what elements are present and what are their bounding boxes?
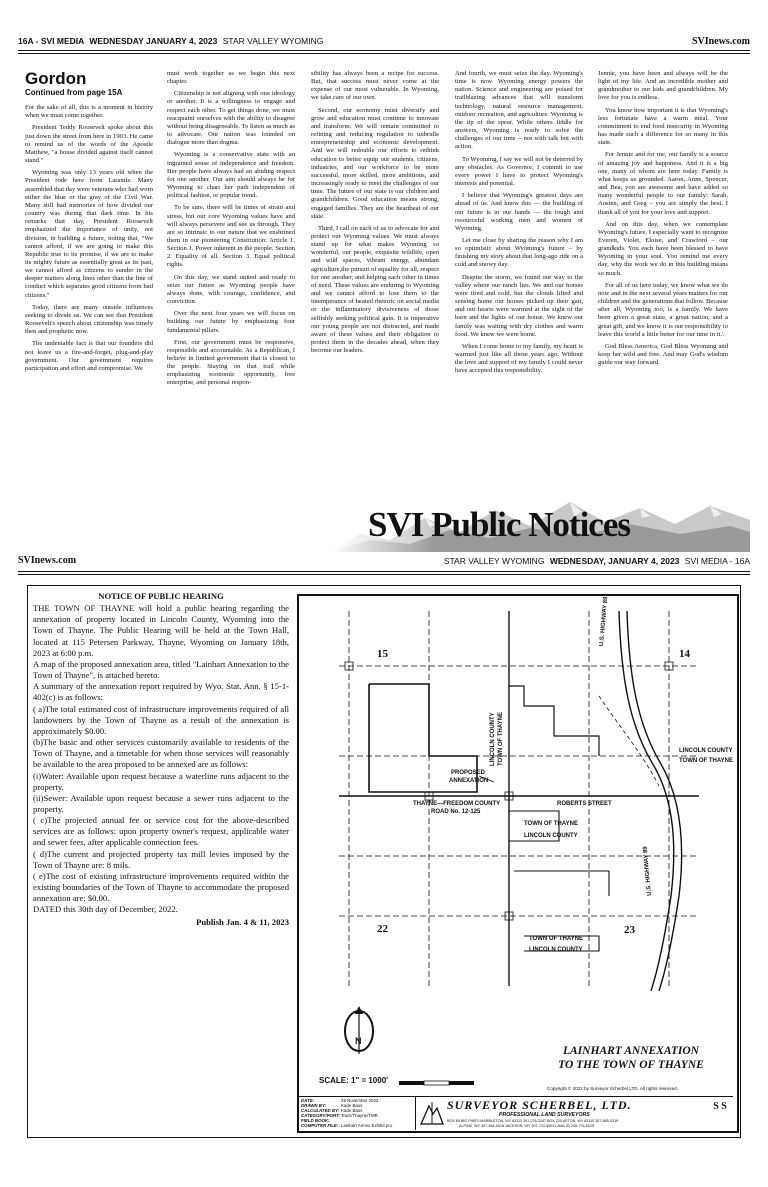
notice-paragraph: ( d)The current and projected property tax mill levies imposed by the Town of Thayne are: 8 mils. [33,848,289,870]
paragraph: God Bless America, God Bless Wyoming and keep her wild and free. And may God's wisdom guide our way forward. [598,342,728,367]
header-place: STAR VALLEY WYOMING [222,36,324,46]
north-arrow-icon [345,1006,373,1054]
article-title: Gordon [25,69,87,88]
title-block-divider [415,1097,416,1130]
paragraph: Citizenship is not aligning with one ideology or another. It is a willingness to engage and respect each other. To get things done, we must reacquaint ourselves with the ability to disagree without being disagreeable. To listen as much as to advocate. Our nation was founded on dialogue more than dogma. [167,90,295,147]
header-date: WEDNESDAY JANUARY 4, 2023 [89,36,218,46]
map-title-1: LAINHART ANNEXATION [562,1045,699,1057]
notice-paragraph: (b)The basic and other services customarily available to residents of the Town of Thayne, and a timetable for when those services will reasonably be available to the area proposed to be annexed are as follows: [33,737,289,770]
paragraph: The undeniable fact is that our founders did not leave us a fire-and-forget, plug-and-play government. Our government requires participation and effort and compromise. We [25,340,153,372]
second-header-page: SVI MEDIA - 16A [684,556,750,566]
public-notices-title: SVI Public Notices [368,505,630,544]
notice-paragraph: ( a)The total estimated cost of infrastructure improvements required of all landowners by the Town of Thayne as a result of the annexation is approximately $0.00. [33,703,289,736]
notice-text [33,591,289,928]
company-address: ALPINE, WY 307-654-9318 JACKSON, WY 307-733-5903 LAVA, ID 208-776-5229 [459,1124,595,1128]
boundary-label: TOWN OF THAYNE [529,936,584,942]
boundary-label: LINCOLN COUNTY TOWN OF THAYNE [490,711,504,766]
notice-title: NOTICE OF PUBLIC HEARING [98,591,224,601]
field-row: COMPUTER FILE: Lainhart Annex Exhibit.pro [301,1123,393,1129]
paragraph: To Wyoming, I say we will not be deterred by any obstacles. As Governor, I commit to use every power I have to protect Wyoming's interests and potential. [455,155,583,188]
paragraph: Let me close by sharing the reason why I am so optimistic about Wyoming's future – by finishing my story about that long-ago ride on a cold and snowy day. [455,236,583,269]
paragraph: Over the next four years we will focus on building our future by emphasizing four fundamental pillars. [167,310,295,334]
paragraph: For all of us here today, we know what we do now and in the next several years matters for our children and the generations that follow. Because after all, Wyoming too, is a family. We have been given a great state, a great nation, and a great gift, and we know it is our responsibility to leave this world a little better for our time in it.\ [598,281,728,338]
company-subtitle: PROFESSIONAL LAND SURVEYORS [499,1112,590,1118]
article-col-1 [25,70,153,377]
title-block-fields [301,1098,413,1129]
surveyor-logo-icon [419,1100,445,1126]
paragraph: Today, there are many outside influences seeking to divide us. We can see that President Roosevelt's speech about citizenship was timely then and prophetic now. [25,303,153,336]
paragraph: For the sake of all, this is a moment in history when we must come together. [25,104,153,120]
paragraph: Wyoming is a conservative state with an ingrained sense of independence and freedom. Her people have always had an abiding respect for one another. Our aim should always be for Wyoming to chart her path independent of political fashion, or popular trend. [167,151,295,200]
paragraph: To be sure, there will be times of strain and stress, but our core Wyoming values have and will always persevere and see us through. They are so intrinsic to our nature that we enshrined them in our pioneering Constitution: Article 1. Section 1. Power inherent in the people. Section 2. Equality of all. Section 3. Equal political rights. [167,204,295,269]
second-header-date: WEDNESDAY, JANUARY 4, 2023 [549,556,680,566]
header-site[interactable]: SVInews.com [691,36,750,47]
boundary-label: TOWN OF THAYNE [679,758,734,764]
article-col-2 [167,70,295,392]
notice-paragraph: DATED this 30th day of December, 2022. [33,904,178,915]
paragraph: sibility has always been a recipe for success. But, that success must never come at the expense of our most vulnerable. In Wyoming, we take care of our own. [311,70,439,102]
top-header [18,36,750,48]
article-col-5 [598,70,728,371]
field-row: DATE: 28 November 2022 [301,1098,379,1103]
boundary-label: TOWN OF THAYNE [524,821,579,827]
annexation-map [297,594,739,1133]
north-letter: N [355,1036,362,1046]
highway-label: U.S. HIGHWAY 89 [599,596,610,647]
article-col-4 [455,70,583,379]
paragraph: For Jennie and for me, our family is a source of amazing joy and happiness. And it is a big one, many of whom are here today. Family is what keeps us grounded. Aaron, Anne, Spencer, and Bea, you are awesome and have added so many wonderful people to our family: Sarah, Austen, and Greg – you are simply the best. I thank all of you for your love and support. [598,151,728,216]
company-address: BOX 69 BIG PINEY-MARBLETON, WY 83113 307-276-3347 BOX 225 AFTON, WY 83110 307-885-9319 [447,1119,619,1123]
section-number: 15 [377,648,388,660]
scale-label: SCALE: 1" = 1000' [319,1076,389,1085]
section-number: 14 [679,648,690,660]
field-row: CATEGORY/PORT:Town/Thayne/TMR [301,1113,378,1119]
paragraph: Second, our economy must diversify and grow and education must continue to innovate and transform. We will remain committed to refining and reducing regulation to unbridle entrepreneurship and economic development. And we will redouble our efforts to rethink education to better equip our students, citizens, industries, and our workforce to be more successful, more skilled, more ambitious, and increasingly ready to meet the challenges of our time. The future of our state is our children and grandchildren. Good education means strong, engaged families. They are the heartbeat of our state. [311,106,439,220]
field-row: FIELD BOOK: [301,1118,330,1124]
second-header-place: STAR VALLEY WYOMING [443,556,545,566]
field-row: CALCULATED BY: Kade Baus [301,1108,363,1114]
paragraph: On this day, we stand united and ready to seize our future as Wyoming people have always done, with courage, confidence, and conviction. [167,273,295,306]
notice-paragraph: A summary of the annexation report required by Wyo. Stat. Ann. § 15-1-402(c) is as follows: [33,681,289,703]
field-row: DRAWN BY: Kade Baus [301,1103,363,1109]
second-rule [18,571,750,572]
section-number: 22 [377,923,388,935]
notice-paragraph: A map of the proposed annexation area, titled "Lainhart Annexation to the Town of Thayne", is attached hereto. [33,658,289,681]
article-continued: Continued from page 15A [25,88,123,97]
paragraph: President Teddy Roosevelt spoke about this just down the street from here in 1903. He came to remind us of the words of the Apostle Matthew, "a house divided against itself cannot stand." [25,124,153,165]
second-rule-thin [18,574,750,575]
paragraph: must work together as we begin this next chapter. [167,70,295,86]
boundary-label: LINCOLN COUNTY [529,947,583,953]
paragraph: Despite the storm, we found our way to the valley where our ranch lies. We and our horses were tired and cold, but the clouds lifted and sensing home our horses picked up their gait, and our hearts were warmed at the sight of the barn and the lights of our house. We knew our family was waiting with dry clothes and warm food. We knew we were home. [455,273,583,338]
road-label: ROAD No. 12-125 [431,809,481,815]
title-block [299,1096,733,1130]
paragraph: Wyoming was only 13 years old when the President rode here from Laramie. Many assembled that day were veterans who had worn either the blue or the gray of the Civil War. Many still had memories of how divided our country was during that dark time. In his remarks that day, President Roosevelt emphasized the importance of unity, not division, in building a future, noting that, "We cannot afford, if we are going to make this Republic true to its promise, if we are to make its mighty future as essentially great as its past, we cannot afford as citizens to sunder in the deeper matters along lines other than the line of conduct which separates good citizens from bad citizens." [25,169,153,299]
street-label: ROBERTS STREET [557,801,612,807]
top-rule-thin [18,53,750,54]
section-number: 23 [624,924,635,936]
road-label: THAYNE—FREEDOM COUNTY [413,801,501,807]
paragraph: And on this day, when we contemplate Wyoming's future, I especially want to recognize Everett, Violet, Eloise, and Crawford – our grandkids. You each have been blessed to have Wyoming in your soul. You remind me every day, why the work we do in this building means so much. [598,220,728,277]
boundary-label: LINCOLN COUNTY [524,833,578,839]
article-col-3 [311,70,439,359]
paragraph: I believe that Wyoming's greatest days are ahead of us. And know this — the building of our future is in our hands — the tough and resourceful working men and women of Wyoming. [455,192,583,232]
paragraph: You know how important it is that Wyoming's less fortunate have a warm meal. Your commitment to end food insecurity in Wyoming has made such a difference for so many in this state. [598,106,728,147]
annexation-label: ANNEXATION [449,778,489,784]
second-header [18,555,750,569]
scale-bar [399,1081,474,1085]
proposed-label: PROPOSED [451,770,486,776]
notice-paragraph: (ii)Sewer: Available upon request because a sewer runs adjacent to the property. [33,792,289,814]
paragraph: When I come home to my family, my heart is warmed just like all those years ago. Without the love and support of my family I could never have accepted this responsibility. [455,342,583,375]
map-copyright: Copyright © 2022 by Surveyor Scherbel LTD. All rights reserved. [547,1086,678,1091]
notice-paragraph: ( e)The cost of existing infrastructure improvements required within the existing boundaries of the Town of Thayne to accommodate the proposed annexation are: $0.00. [33,870,289,904]
second-header-right [444,556,750,566]
notice-publish: Publish Jan. 4 & 11, 2023 [196,916,289,927]
paragraph: And fourth, we must seize the day. Wyoming's time is now. Wyoming energy powers the nation. Science and engineering are poised for trailblazing advances that will transform technology, natural resource management, outdoor recreation, and agriculture. Wyoming is the tip of the spear. While others fiddle for answers, Wyoming is ready to solve the challenges of our time – not with talk but with action. [455,70,583,151]
paragraph: Third, I call on each of us to advocate for and protect our Wyoming values. We must always stand up for what makes Wyoming so wonderful, our people, exquisite wildlife, open and wild spaces, vibrant energy, abundant agriculture,the pursuit of equality for all, respect for one another, and helping each other in times of need. These values are enduring to Wyoming and we cannot afford to lose them to the intemperance of heated rhetoric on social media or the inflammatory divisiveness of those selfishly seeking political gain. It is imperative our young people are not distracted, and made aware of these values and their obligation to protect them in the decades ahead, when they become our leaders. [311,224,439,355]
header-section: 16A - SVI MEDIA [18,36,84,46]
top-rule [18,50,750,51]
boundary-label: LINCOLN COUNTY [679,748,733,754]
paragraph: Jennie, you have been and always will be the light of my life. And an incredible mother and grandmother to our kids and grandchildren. My love for you is endless. [598,70,728,102]
notice-paragraph: ( c)The projected annual fee or service cost for the above-described services are as follows: upon property owner's request, applicable water and sewer fees, after applicable connection fees. [33,815,289,848]
company-name: SURVEYOR SCHERBEL, LTD. [447,1098,632,1112]
company-logo-letters: S S [713,1101,727,1112]
map-title-2: TO THE TOWN OF THAYNE [558,1059,704,1071]
notice-paragraph: THE TOWN OF THAYNE will hold a public hearing regarding the annexation of property located in Lincoln County, Wyoming into the Town of Thayne. The Public Hearing will be held at the Town Hall, located at 115 Petersen Parkway, Thayne, Wyoming on January 18th, 2023 at 6:00 p.m. [33,603,289,658]
notice-paragraph: (i)Water: Available upon request because a waterline runs adjacent to the property. [33,770,289,792]
highway-label: U.S. HIGHWAY 89 [642,845,653,896]
second-header-site[interactable]: SVInews.com [18,555,77,566]
paragraph: First, our government must be responsive, responsible and accountable. As a Republican, I believe in limited government that is closest to the people. Staying on that trail while emphasizing economic opportunity, free enterprise, and personal respon- [167,338,295,387]
